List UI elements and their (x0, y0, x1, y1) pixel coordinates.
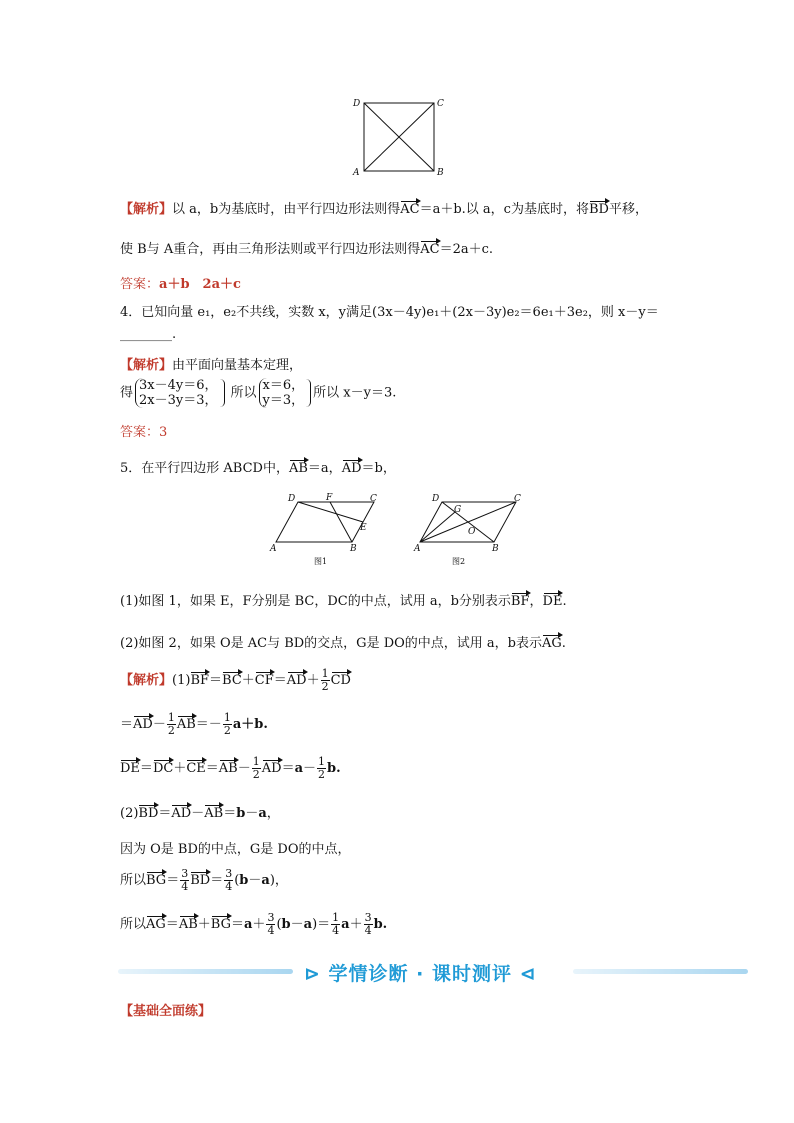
figure-2-caption: 图2 (452, 557, 466, 566)
q3-analysis-line2: 使 B与 A重合，再由三角形法则或平行四边形法则得AC＝2a＋c. (120, 242, 493, 257)
svg-text:B: B (350, 544, 357, 554)
q5-analysis-line5: 因为 O是 BD的中点，G是 DO的中点， (120, 842, 351, 857)
svg-text:B: B (492, 544, 499, 554)
svg-text:E: E (360, 523, 367, 533)
vector-BD: BD (588, 202, 609, 217)
figure-1-caption: 图1 (314, 557, 328, 566)
section-heading: 【基础全面练】 (120, 1004, 212, 1019)
square-figure (350, 95, 450, 177)
vector-AC: AC (400, 202, 420, 217)
q3-answer: 答案：a＋b 2a＋c (120, 277, 241, 292)
label-C: C (437, 99, 444, 109)
vector-AD: AD (341, 461, 362, 476)
equation-system-1: 3x－4y＝6， 2x－3y＝3， (135, 378, 218, 408)
q5-part2: (2)如图 2，如果 O是 AC与 BD的交点，G是 DO的中点，试用 a，b表示AG. (120, 636, 566, 651)
q4-blank: ________. (120, 327, 177, 342)
figure-1 (268, 490, 388, 568)
svg-text:D: D (432, 494, 440, 504)
vector-AC: AC (420, 242, 440, 257)
q5-analysis-line2: ＝AD－ $\frac{1}{2}$ AB＝－ $\frac{1}{2}$ a＋b. (120, 711, 268, 737)
vector-AB: AB (288, 461, 308, 476)
q4-analysis-line1: 【解析】由平面向量基本定理， (120, 358, 303, 373)
banner-title: ⊳ 学情诊断 · 课时测评 ⊲ (304, 963, 537, 985)
q4-answer: 答案：3 (120, 425, 168, 440)
q4-system: 得 3x－4y＝6， 2x－3y＝3， 所以 x＝6， y＝3， 所以 x－y＝3. (120, 378, 397, 408)
q5-analysis-line3: DE＝DC＋CE＝AB－ $\frac{1}{2}$ AD＝a－ $\frac{1}{2}$ b. (120, 755, 341, 781)
figure-2 (412, 490, 530, 568)
svg-text:A: A (270, 544, 277, 554)
analysis-tag: 【解析】 (120, 202, 173, 217)
svg-text:F: F (326, 493, 333, 503)
svg-text:A: A (414, 544, 421, 554)
q5-analysis-line1: 【解析】(1)BF＝BC＋CF＝AD＋ $\frac{1}{2}$ CD (120, 667, 351, 693)
equation-system-2: x＝6， y＝3， (259, 378, 305, 408)
q5-analysis-line4: (2)BD＝AD－AB＝b－a， (120, 806, 280, 821)
q5-analysis-line7: 所以AG＝AB＋BG＝a＋ $\frac{3}{4}$ (b－a)＝ $\frac{1}{4}$ a＋ $\frac{3}{4}$ b. (120, 911, 388, 937)
label-D: D (353, 99, 361, 109)
q5-analysis-line6: 所以BG＝ $\frac{3}{4}$ BD＝ $\frac{3}{4}$ (b－a)， (120, 867, 288, 893)
q5-stem: 5．在平行四边形 ABCD中，AB＝a，AD＝b， (120, 461, 396, 476)
label-A: A (353, 168, 360, 177)
svg-text:G: G (454, 505, 462, 515)
label-B: B (437, 168, 444, 177)
svg-text:C: C (370, 494, 377, 504)
svg-text:O: O (468, 527, 476, 537)
q3-analysis-line1: 【解析】以 a，b为基底时，由平行四边形法则得AC＝a＋b.以 a，c为基底时，将BD平移， (120, 202, 648, 217)
section-banner (118, 958, 748, 986)
q5-part1: (1)如图 1，如果 E，F分别是 BC，DC的中点，试用 a，b分别表示BF，DE. (120, 594, 567, 609)
q4-stem: 4．已知向量 e₁，e₂不共线，实数 x，y满足(3x－4y)e₁＋(2x－3y)e₂＝6e₁＋3e₂，则 x－y＝ (120, 305, 659, 320)
svg-text:D: D (288, 494, 296, 504)
svg-text:C: C (514, 494, 521, 504)
